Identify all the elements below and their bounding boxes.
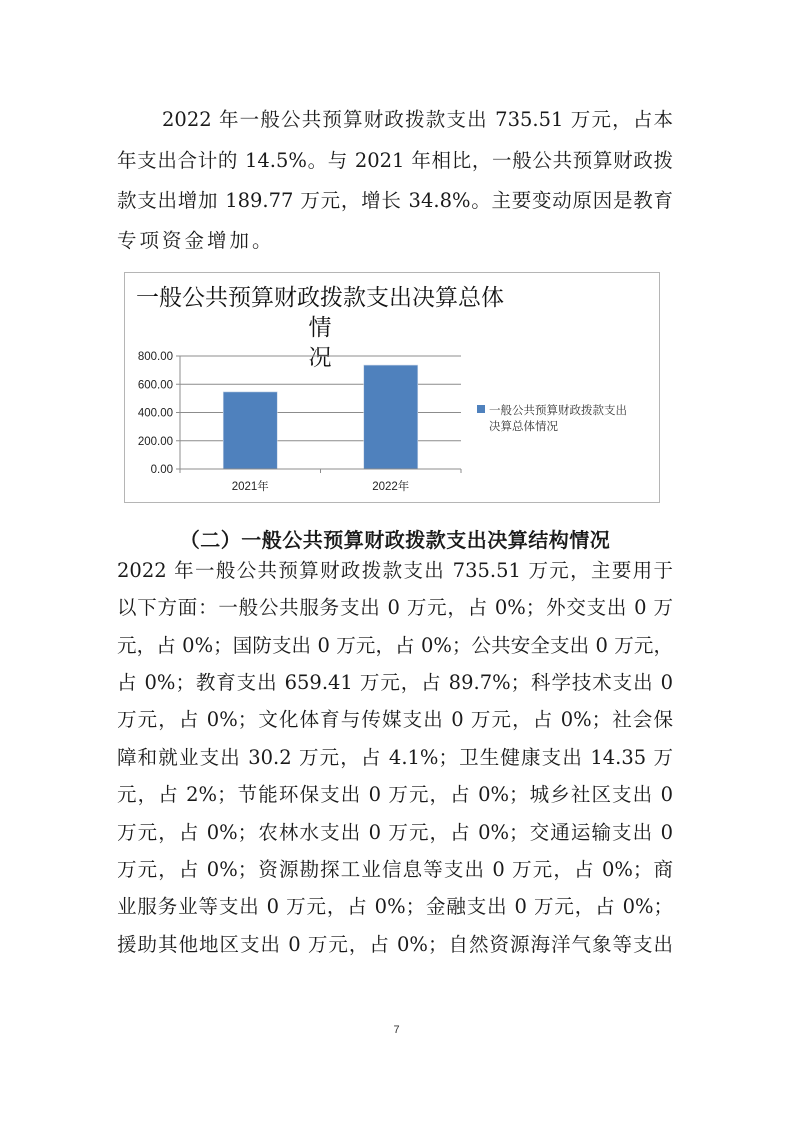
legend-swatch — [477, 405, 485, 413]
paragraph-line: 元，占 0%；国防支出 0 万元，占 0%；公共安全支出 0 万元， — [117, 634, 673, 657]
axes — [176, 356, 461, 473]
paragraph-line: 元，占 2%；节能环保支出 0 万元，占 0%；城乡社区支出 0 — [117, 783, 673, 806]
paragraph-line: 援助其他地区支出 0 万元，占 0%；自然资源海洋气象等支出 — [117, 933, 673, 956]
paragraph-line: 占 0%；教育支出 659.41 万元，占 89.7%；科学技术支出 0 — [117, 671, 673, 694]
paragraph-line: 2022 年一般公共预算财政拨款支出 735.51 万元，主要用于 — [117, 559, 673, 582]
y-tick-label: 200.00 — [137, 435, 173, 448]
y-tick-label: 0.00 — [150, 464, 173, 476]
x-tick-label: 2021年 — [231, 481, 269, 493]
y-tick-label: 800.00 — [137, 351, 173, 363]
x-tick-labels — [232, 479, 410, 493]
chart-frame — [124, 272, 660, 503]
paragraph-line: 万元，占 0%；农林水支出 0 万元，占 0%；交通运输支出 0 — [117, 821, 673, 844]
legend-label-line: 一般公共预算财政拨款支出 — [489, 403, 627, 417]
paragraph-line: 2022 年一般公共预算财政拨款支出 735.51 万元，占本 — [162, 108, 673, 131]
paragraph-line: 款支出增加 189.77 万元，增长 34.8%。主要变动原因是教育 — [117, 189, 673, 212]
section-heading: （二）一般公共预算财政拨款支出决算结构情况 — [179, 528, 611, 552]
paragraph-line: 万元，占 0%；文化体育与传媒支出 0 万元，占 0%；社会保 — [117, 708, 673, 731]
legend — [477, 403, 627, 433]
chart-title-line: 况 — [308, 345, 332, 371]
bar — [364, 365, 418, 469]
paragraph-line: 障和就业支出 30.2 万元，占 4.1%；卫生健康支出 14.35 万 — [117, 746, 673, 769]
legend-label-line: 决算总体情况 — [489, 419, 558, 433]
y-tick-labels — [138, 351, 173, 476]
paragraph-line: 年支出合计的 14.5%。与 2021 年相比，一般公共预算财政拨 — [117, 149, 673, 172]
paragraph-line: 以下方面：一般公共服务支出 0 万元，占 0%；外交支出 0 万 — [117, 596, 673, 619]
paragraph-line: 万元，占 0%；资源勘探工业信息等支出 0 万元，占 0%；商 — [117, 858, 673, 881]
paragraph-line: 专项资金增加。 — [117, 229, 275, 252]
bar — [223, 392, 277, 469]
x-tick-label: 2022年 — [372, 481, 410, 493]
paragraph-line: 业服务业等支出 0 万元，占 0%；金融支出 0 万元，占 0%； — [117, 895, 673, 918]
bars — [223, 365, 418, 469]
gridlines — [180, 356, 461, 441]
y-tick-label: 400.00 — [137, 407, 173, 420]
chart-title-line: 一般公共预算财政拨款支出决算总体情 — [136, 285, 504, 341]
y-tick-label: 600.00 — [137, 379, 173, 392]
bar-chart — [125, 273, 658, 501]
page-number: 7 — [393, 1024, 400, 1036]
